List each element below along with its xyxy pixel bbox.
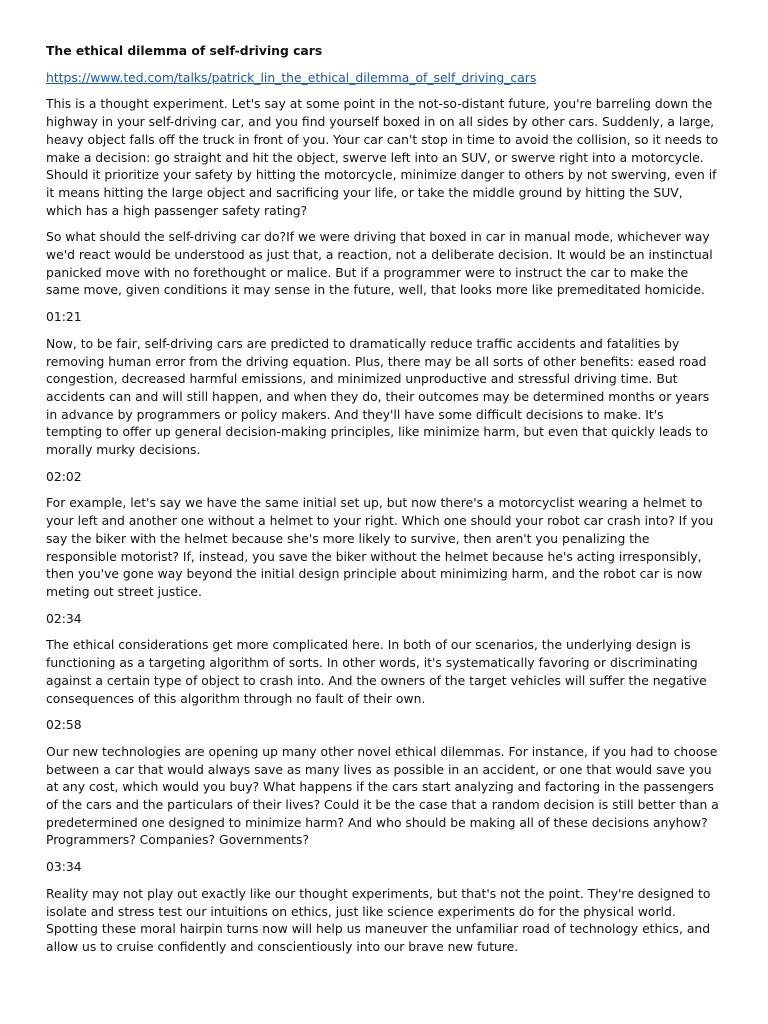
timestamp: 02:02	[46, 469, 82, 484]
document-title: The ethical dilemma of self-driving cars	[46, 44, 323, 58]
paragraph-targeting-algorithm: The ethical considerations get more complicated here. In both of our scenarios, the underlying design is functioning as a targeting algorithm of sorts. In other words, it's systematically favoring or discriminating against a certain type of object to crash into. And the owners of the target vehicles will suffer the negative consequences of this algorithm through no fault of their own.	[46, 638, 707, 706]
paragraph-what-should-car-do: So what should the self-driving car do?If we were driving that boxed in car in manual mode, whichever way we'd react would be understood as just that, a reaction, not a deliberate decision. It would be an instinctual panicked move with no forethought or malice. But if a programmer were to instruct the car to make the same move, given conditions it may sense in the future, well, that looks more like premeditated homicide.	[46, 230, 713, 298]
paragraph-intro: This is a thought experiment. Let's say at some point in the not-so-distant future, you're barreling down the highway in your self-driving car, and you find yourself boxed in on all sides by other cars. Suddenly, a large, heavy object falls off the truck in front of you. Your car can't stop in time to avoid the collision, so it needs to make a decision: go straight and hit the object, swerve left into an SUV, or swerve right into a motorcycle. Should it prioritize your safety by hitting the motorcycle, minimize danger to others by not swerving, even if it means hitting the large object and sacrificing your life, or take the middle ground by hitting the SUV, which has a high passenger safety rating?	[46, 97, 719, 218]
timestamp: 01:21	[46, 310, 82, 325]
paragraph-conclusion: Reality may not play out exactly like our thought experiments, but that's not the point. They're designed to isolate and stress test our intuitions on ethics, just like science experiments do for the physical world. Spotting these moral hairpin turns now will help us maneuver the unfamiliar road of technology ethics, and allow us to cruise confidently and conscientiously into our brave new future.	[46, 886, 711, 954]
source-link[interactable]: https://www.ted.com/talks/patrick_lin_the_ethical_dilemma_of_self_driving_cars	[46, 70, 537, 85]
document-page	[46, 43, 722, 966]
paragraph-motorcyclist-example: For example, let's say we have the same initial set up, but now there's a motorcyclist wearing a helmet to your left and another one without a helmet to your right. Which one should your robot car crash into? If you say the biker with the helmet because she's more likely to survive, then aren't you penalizing the responsible motorist? If, instead, you save the biker without the helmet because he's acting irresponsibly, then you've gone way beyond the initial design principle about minimizing harm, and the robot car is now meting out street justice.	[46, 496, 714, 599]
timestamp: 02:58	[46, 718, 82, 733]
paragraph-novel-dilemmas: Our new technologies are opening up many other novel ethical dilemmas. For instance, if you had to choose between a car that would always save as many lives as possible in an accident, or one that would save you at any cost, which would you buy? What happens if the cars start analyzing and factoring in the passengers of the cars and the particulars of their lives? Could it be the case that a random decision is still better than a predetermined one designed to minimize harm? And who should be making all of these decisions anyhow? Programmers? Companies? Governments?	[46, 744, 719, 848]
timestamp: 02:34	[46, 611, 82, 626]
timestamp: 03:34	[46, 860, 82, 875]
paragraph-to-be-fair: Now, to be fair, self-driving cars are predicted to dramatically reduce traffic accidents and fatalities by removing human error from the driving equation. Plus, there may be all sorts of other benefits: eased road congestion, decreased harmful emissions, and minimized unproductive and stressful driving time. But accidents can and will still happen, and when they do, their outcomes may be determined months or years in advance by programmers or policy makers. And they'll have some difficult decisions to make. It's tempting to offer up general decision-making principles, like minimize harm, but even that quickly leads to morally murky decisions.	[46, 336, 710, 458]
